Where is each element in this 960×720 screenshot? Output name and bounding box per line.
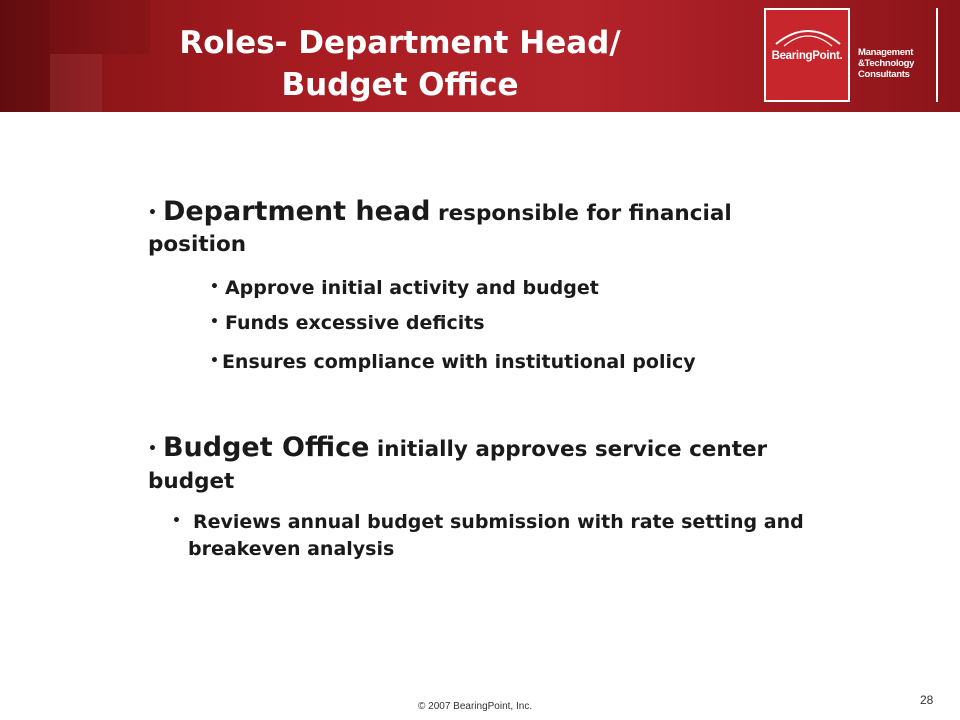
bullet-dot-icon: •	[148, 205, 157, 221]
footer-copyright: © 2007 BearingPoint, Inc.	[418, 701, 533, 712]
tagline-line: Consultants	[858, 69, 910, 80]
slide-title-line2: Budget Office	[281, 67, 519, 103]
sub-bullet-text: Approve initial activity and budget	[224, 277, 599, 299]
bullet-text: responsible for financial	[430, 201, 732, 226]
tagline-line: Management	[858, 47, 914, 58]
bullet-dot-icon: •	[148, 441, 157, 457]
sub-bullet	[210, 346, 696, 377]
bullet-budget-office	[148, 432, 767, 466]
bullet-continuation: budget	[148, 469, 235, 494]
tagline-line: &Technology	[858, 58, 915, 69]
bullet-dot-icon: •	[210, 314, 219, 330]
bullet-department-head	[148, 196, 732, 230]
bullet-lead: Budget Office	[162, 432, 370, 463]
sub-bullet-text: Ensures compliance with institutional policy	[221, 351, 696, 373]
sub-bullet	[172, 506, 804, 537]
sub-bullet	[210, 272, 599, 303]
bullet-dot-icon: •	[172, 513, 181, 529]
sub-bullet-text: Reviews annual budget submission with rate setting and	[192, 511, 804, 533]
bullet-text: initially approves service center	[369, 437, 768, 462]
bullet-dot-icon: •	[210, 279, 219, 295]
sub-bullet	[210, 307, 485, 338]
bullet-lead: Department head	[162, 196, 431, 227]
sub-bullet-continuation: breakeven analysis	[188, 538, 395, 560]
bullet-dot-icon: •	[210, 353, 219, 369]
bullet-continuation: position	[148, 232, 247, 257]
slide-title-line1: Roles- Department Head/	[179, 25, 621, 61]
logo-name: BearingPoint.	[771, 50, 843, 62]
sub-bullet-text: Funds excessive deficits	[224, 312, 485, 334]
page-number: 28	[920, 693, 934, 707]
